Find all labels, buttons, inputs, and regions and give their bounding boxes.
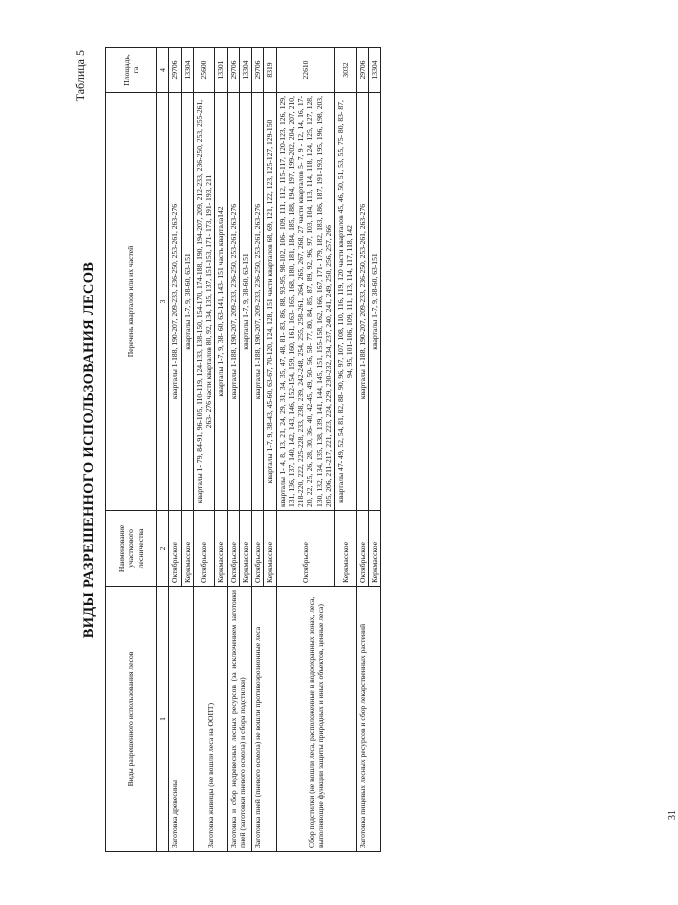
table-row [252,48,264,852]
table-header-row [106,48,157,852]
quarters-cell: кварталы 1- 79, 84-91, 96-105, 110-119, 124-133, 138-150, 154-170, 174-188, 190, 194-207, 209, 212-233, 236-250, 253, 255-261, 263- 276 части кварталов 80, 92, 134, 135, 137, 151-153, 171- 173, 191- 193, 211 [193,93,215,511]
column-number: 3 [157,93,169,511]
page-number: 31 [667,810,678,820]
table-row [276,48,335,852]
area-cell: 29706 [356,48,368,93]
table-caption: Таблица 5 [73,50,87,102]
header-area: Площадь, га [106,48,157,93]
quarters-cell: кварталы 1-188, 190-207, 209-233, 236-250, 253-261, 263-276 [227,93,239,511]
forestry-cell: Керкмасское [264,511,276,587]
quarters-cell: кварталы 1-188, 190-207, 209-233, 236-250, 253-261, 263-276 [252,93,264,511]
area-cell: 29706 [169,48,181,93]
quarters-cell: кварталы 1- 4, 8, 13, 21, 24, 29, 31, 34, 35, 47, 48, 81- 83, 86, 88, 93-95, 98-102, 106- 109, 111, 112, 115-117, 120-123, 126, 129, 131, 136, 137, 140, 142, 143, 146, 152-154, 159, 160, 161, 163- 165, 168, 180, 181, 184, 185, 188, 194, 197, 199-202, 204, 207, 210, 218-220, 222, 225-228, 233, 238, 239, 242-248, 254, 255, 258-261, 264, 265, 267, 268, 27 части кварталов 5- 7, 9 - 12, 14, 16, 17-20, 22, 25, 26, 28, 30, 36- 40, 42-45, 49, 50- 56, 58- 77, 80, 84, 85, 87, 89, 92, 96, 97, 103, 104, 113, 114, 118, 124, 125, 127, 128, 130, 132, 134, 135, 138, 139, 141, 144, 145, 151, 155-158, 162, 166, 167, 171- 179, 182, 183, 186, 187, 191-193, 195, 196, 198, 203, 205, 206, 211-217, 221, 223, 224, 229, 230-232, 234, 237, 240, 241, 249, 250, 256, 257, 266 [276,93,335,511]
forestry-cell: Керкмасское [368,511,380,587]
table-row [227,48,239,852]
forestry-cell: Октябрьское [276,511,335,587]
area-cell: 22610 [276,48,335,93]
quarters-cell: кварталы 1-7, 9, 38-60, 63-151 [239,93,251,511]
forestry-cell: Октябрьское [227,511,239,587]
area-cell: 13304 [181,48,193,93]
column-number: 1 [157,587,169,852]
area-cell: 13304 [368,48,380,93]
forestry-cell: Керкмасское [239,511,251,587]
use-type-cell: Заготовка живицы (не вошли леса на ООПТ) [193,587,227,852]
area-cell: 13301 [215,48,227,93]
column-number: 2 [157,511,169,587]
document-page [73,40,678,860]
forestry-cell: Керкмасское [215,511,227,587]
quarters-cell: кварталы 1-7, 9, 38-43, 45-60, 63-67, 70-120, 124, 128, 151 части кварталов 68, 69, 121, 122, 123, 125-127, 129-150 [264,93,276,511]
forestry-cell: Керкмасское [181,511,193,587]
use-type-cell: Заготовка древесины [169,587,194,852]
table-row [193,48,215,852]
use-type-cell: Заготовка пищевых лесных ресурсов и сбор лекарственных растений [356,587,381,852]
column-numbers-row [157,48,169,852]
column-number: 4 [157,48,169,93]
use-type-cell: Заготовка пней (пневого осмола) не вошли противоэрозионные леса [252,587,277,852]
area-cell: 29706 [252,48,264,93]
header-quarters: Перечень кварталов или их частей [106,93,157,511]
area-cell: 25600 [193,48,215,93]
quarters-cell: кварталы 1-7, 9, 38-60, 63-151 [181,93,193,511]
use-type-cell: Сбор подстилки (не вошли леса, расположенные в водоохранных зонах, леса, выполняющие функции защиты природных и иных объектов, ценные леса) [276,587,356,852]
area-cell: 3032 [335,48,357,93]
forestry-cell: Октябрьское [252,511,264,587]
header-use-type: Виды разрешенного использования лесов [106,587,157,852]
permitted-uses-table [105,47,381,852]
area-cell: 13304 [239,48,251,93]
forestry-cell: Октябрьское [193,511,215,587]
forestry-cell: Октябрьское [169,511,181,587]
quarters-cell: кварталы 1-7, 9, 38-60, 63-151 [368,93,380,511]
area-cell: 29706 [227,48,239,93]
forestry-cell: Октябрьское [356,511,368,587]
quarters-cell: кварталы 1-188, 190-207, 209-233, 236-250, 253-261, 263-276 [356,93,368,511]
table-row [169,48,181,852]
table-row [356,48,368,852]
quarters-cell: кварталы 47- 49, 52, 54, 81, 82, 88- 90, 96, 97, 107, 108, 110, 116, 119, 120 части кварталов 45, 46, 50, 51, 53, 55, 75- 80, 83- 87, 94, 95, 101-106, 109, 111, 113, 114, 117, 118, 142 [335,93,357,511]
page-title: ВИДЫ РАЗРЕШЕННОГО ИСПОЛЬЗОВАНИЯ ЛЕСОВ [81,261,97,639]
area-cell: 8319 [264,48,276,93]
header-forestry: Наименование участкового лесничества [106,511,157,587]
quarters-cell: кварталы 1-7, 9, 38- 60, 63-141, 143- 151 часть квартала142 [215,93,227,511]
quarters-cell: кварталы 1-188, 190-207, 209-233, 236-250, 253-261, 263-276 [169,93,181,511]
use-type-cell: Заготовка и сбор недревесных лесных ресурсов (за исключением заготовки пней (заготовки пневого осмола) и сбора подстилки) [227,587,252,852]
forestry-cell: Керкмасское [335,511,357,587]
